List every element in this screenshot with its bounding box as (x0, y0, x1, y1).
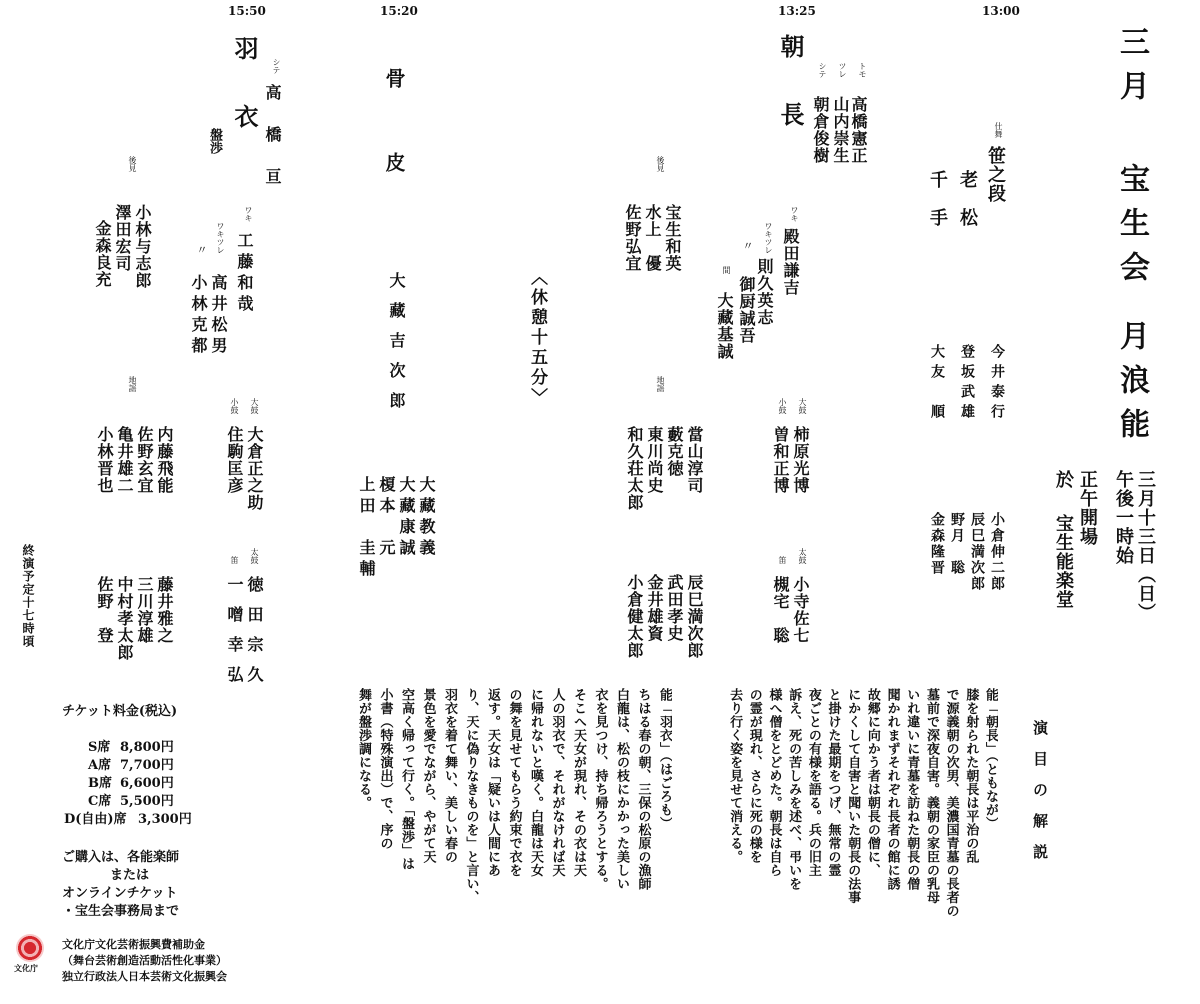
hagoromo-commentary-line: 返す。天女は「疑いは人間にあ (485, 688, 500, 877)
shimai-title-3: 千 手 (927, 170, 948, 227)
seat-price: 3,300円 (138, 812, 192, 827)
hagoromo-ji-4: 小林晋也 (95, 426, 114, 494)
asanaga-kotsuzumi-label: 小鼓 (778, 398, 787, 414)
shimai-label: 仕舞 (994, 122, 1003, 138)
intermission: 〈休憩十五分〉 (527, 268, 547, 408)
hagoromo-kotsuzumi-label: 小鼓 (230, 398, 239, 414)
asanaga-commentary-line: いれ違いに青墓を訪ねた朝長の僧 (904, 688, 920, 891)
asanaga-ji-5: 辰巳満次郎 (685, 574, 704, 659)
asanaga-commentary-line: 様へ僧をとどめた。朝長は自ら (766, 688, 782, 877)
asanaga-tomo: 高橋憲正 (849, 96, 868, 164)
seat-name: D(自由)席 (64, 812, 127, 827)
purchase-line-4: ・宝生会事務局まで (62, 904, 180, 919)
hagoromo-otsuzumi: 大倉正之助 (245, 426, 264, 511)
shimai-jiutai-c: 野月 聡 (949, 512, 965, 576)
asanaga-ji-label: 地謡 (656, 376, 665, 392)
ticket-row (88, 772, 216, 790)
hagoromo-commentary-line: に帰れないと嘆く。白龍は天女 (528, 688, 543, 877)
asanaga-shite-label: シテ (818, 62, 827, 78)
seat-name: S席 (88, 740, 111, 755)
shimai-title-2: 老 松 (957, 170, 978, 227)
honekawa-shite: 大藏吉次郎 (387, 272, 406, 422)
ticket-row (64, 808, 192, 826)
hagoromo-wakitsure-2: 小林克都 (189, 274, 208, 358)
asanaga-wakitsure-2: 御厨誠吾 (737, 276, 756, 344)
hagoromo-commentary-line: 舞が盤渉調になる。 (356, 688, 371, 810)
hagoromo-taiko: 徳田宗久 (245, 576, 264, 696)
ticket-row (88, 736, 216, 754)
asanaga-koken-3: 佐野弘宜 (623, 204, 642, 272)
hagoromo-koken-3: 金森良充 (93, 220, 112, 288)
asanaga-tsure: 山内崇生 (831, 96, 850, 164)
asanaga-commentary-line: 夜ごとの有様を語る。兵の旧主 (805, 688, 821, 877)
sponsor-line-2: （舞台芸術創造活動活性化事業） (62, 954, 227, 967)
asanaga-commentary-line: にかくして自害と聞いた朝長の法事 (845, 688, 861, 904)
start-time: 午後一時始 (1113, 470, 1134, 565)
seat-price: 5,500円 (120, 794, 174, 809)
asanaga-fue-label: 笛 (778, 556, 787, 564)
asanaga-commentary-line: 墓前で深夜自害。義朝の家臣の乳母 (923, 688, 939, 904)
asanaga-otsuzumi-label: 大鼓 (798, 398, 807, 414)
hagoromo-ji-5: 藤井雅之 (155, 576, 174, 644)
play-title-honekawa: 骨皮 (382, 68, 406, 236)
agency-logo-text: 文化庁 (14, 963, 38, 973)
commentary-asanaga (708, 688, 998, 988)
shimai-title-1: 笹之段 (985, 146, 1006, 203)
asanaga-commentary-line: 訴え、死の苦しみを述べ、弔いを (786, 688, 802, 891)
shimai-performer-3: 大友 順 (929, 344, 945, 424)
hagoromo-koken-label: 後見 (128, 156, 137, 172)
time-asanaga: 13:25 (778, 4, 816, 18)
page-title: 三月 宝生会 (1114, 26, 1149, 295)
hagoromo-commentary-line: 人の羽衣で、それがなければ天 (549, 688, 565, 877)
seat-price: 6,600円 (120, 776, 174, 791)
play-title-asanaga: 朝長 (776, 34, 805, 170)
asanaga-ji-2: 藪克徳 (665, 426, 684, 477)
doors-open: 正午開場 (1077, 470, 1098, 546)
page-subtitle: 月浪能 (1114, 320, 1149, 452)
asanaga-ai-label: 間 (722, 266, 731, 274)
hagoromo-commentary-heading: 能「羽衣」（はごろも） (657, 688, 672, 830)
hagoromo-fue-label: 笛 (230, 556, 239, 564)
asanaga-commentary-line: 去り行く姿を見せて消える。 (727, 688, 743, 864)
asanaga-fue: 槻宅 聡 (771, 576, 790, 644)
shimai-jiutai-d: 金森隆晋 (929, 512, 945, 576)
hagoromo-commentary-line: 衣を見つけ、持ち帰ろうとする。 (592, 688, 608, 891)
hagoromo-commentary-line: 小書（特殊演出）で、序の (377, 688, 393, 850)
ticket-row (88, 754, 216, 772)
ticket-heading: チケット料金(税込) (62, 704, 178, 719)
asanaga-koken-label: 後見 (656, 156, 665, 172)
honekawa-cast-1: 大藏教義 (417, 476, 436, 560)
hagoromo-commentary-line: り、天に偽りなきものを」と言い、 (463, 688, 479, 904)
hagoromo-commentary-line: 景色を愛でながら、やがて天 (420, 688, 436, 864)
asanaga-ji-6: 武田孝史 (665, 574, 684, 642)
venue: 宝生能楽堂 (1053, 514, 1074, 609)
asanaga-koken-2: 水上 優 (643, 204, 662, 272)
hagoromo-commentary-line: ちはる春の朝、三保の松原の漁師 (635, 688, 651, 891)
sponsor-line-3: 独立行政法人日本芸術文化振興会 (62, 970, 227, 983)
asanaga-ji-8: 小倉健太郎 (625, 574, 644, 659)
seat-name: B席 (88, 776, 112, 791)
agency-logo-icon (16, 934, 44, 962)
asanaga-taiko-label: 太鼓 (798, 548, 807, 564)
asanaga-commentary-line: 故郷に向かう者は朝長の僧に、 (864, 688, 880, 877)
hagoromo-fue: 一噌幸弘 (225, 576, 244, 696)
purchase-line-1: ご購入は、各能楽師 (62, 850, 180, 865)
hagoromo-kotsuzumi: 住駒匡彦 (225, 426, 244, 494)
asanaga-tomo-label: トモ (858, 62, 867, 78)
play-title-hagoromo: 羽衣 (230, 36, 259, 172)
hagoromo-ji-label: 地謡 (128, 376, 137, 392)
hagoromo-waki-label: ワキ (244, 206, 253, 222)
time-honekawa: 15:20 (380, 4, 418, 18)
asanaga-ji-3: 東川尚史 (645, 426, 664, 494)
sponsor-line-1: 文化庁文化芸術振興費補助金 (62, 938, 205, 951)
asanaga-wakitsure-1: 則久英志 (755, 258, 774, 326)
hagoromo-commentary-line: そこへ天女が現れ、その衣は天 (571, 688, 586, 877)
asanaga-commentary-line: の霊が現れ、さらに死の様を (746, 688, 762, 864)
shimai-jiutai-b: 辰巳満次郎 (969, 512, 985, 592)
asanaga-koken-1: 宝生和英 (663, 204, 682, 272)
asanaga-ji-4: 和久荘太郎 (625, 426, 644, 511)
end-time: 終演予定十七時頃 (21, 544, 35, 648)
time-shimai: 13:00 (982, 4, 1020, 18)
hagoromo-wakitsure-label: ワキツレ (216, 222, 225, 254)
commentary-heading: 演目の解説 (1031, 720, 1049, 875)
asanaga-ai: 大藏基誠 (715, 292, 734, 360)
hagoromo-waki: 工藤和哉 (235, 232, 254, 316)
seat-price: 8,800円 (120, 740, 174, 755)
shimai-performer-1: 今井泰行 (989, 344, 1005, 424)
hagoromo-commentary-line: 白龍は、松の枝にかかった美しい (614, 688, 629, 891)
seat-name: A席 (88, 758, 112, 773)
ticket-row (88, 790, 216, 808)
seat-price: 7,700円 (120, 758, 174, 773)
hagoromo-commentary-line: 羽衣を着て舞い、美しい春の (442, 688, 457, 864)
hagoromo-wakitsure-1: 高井松男 (209, 274, 228, 358)
asanaga-commentary-line: 聞かれまずそれぞれ長者の館に誘 (884, 688, 900, 891)
honekawa-cast-3: 榎本 元 (377, 476, 396, 560)
hagoromo-shite-label: シテ (272, 58, 281, 74)
asanaga-taiko: 小寺佐七 (791, 576, 810, 644)
commentary-hagoromo (336, 688, 672, 988)
hagoromo-ji-8: 佐野 登 (95, 576, 114, 644)
asanaga-waki-label: ワキ (790, 206, 799, 222)
hagoromo-ji-6: 三川淳雄 (135, 576, 154, 644)
hagoromo-taiko-label: 太鼓 (250, 548, 259, 564)
asanaga-shite: 朝倉俊樹 (811, 96, 830, 164)
asanaga-commentary-line: 膝を射られた朝長は平治の乱 (963, 688, 979, 864)
hagoromo-commentary-line: の舞を見せてもらう約束で衣を (506, 688, 522, 877)
hagoromo-otsuzumi-label: 大鼓 (250, 398, 259, 414)
hagoromo-ji-3: 亀井雄二 (115, 426, 134, 494)
honekawa-cast-4: 上田 圭輔 (357, 476, 376, 581)
hagoromo-variant: 盤渉 (207, 128, 222, 154)
asanaga-commentary-line: で源義朝の次男、美濃国青墓の長者の (943, 688, 959, 918)
shimai-jiutai-a: 小倉伸二郎 (989, 512, 1005, 592)
asanaga-waki: 殿田謙吉 (781, 228, 800, 296)
hagoromo-ji-2: 佐野玄宜 (135, 426, 154, 494)
seat-name: C席 (88, 794, 112, 809)
asanaga-commentary-line: と掛けた最期をつげ、無常の霊 (825, 688, 841, 877)
purchase-line-3: オンラインチケット (62, 886, 178, 901)
asanaga-otsuzumi: 柿原光博 (791, 426, 810, 494)
venue-prefix: 於 (1053, 470, 1074, 490)
hagoromo-ditto: 〃 (195, 244, 208, 255)
hagoromo-commentary-line: 空高く帰って行く。「盤渉」は (399, 688, 414, 871)
asanaga-ditto: 〃 (741, 240, 754, 251)
asanaga-tsure-label: ツレ (838, 62, 847, 78)
event-date: 三月十三日（日） (1135, 470, 1156, 622)
asanaga-wakitsure-label: ワキツレ (764, 222, 773, 254)
hagoromo-shite: 高橋亘 (263, 84, 282, 210)
asanaga-commentary-heading: 能「朝長」（ともなが） (983, 688, 998, 830)
hagoromo-koken-1: 小林与志郎 (133, 204, 152, 289)
asanaga-kotsuzumi: 曽和正博 (771, 426, 790, 494)
hagoromo-ji-1: 内藤飛能 (155, 426, 174, 494)
purchase-line-2: または (110, 868, 150, 883)
asanaga-ji-1: 當山淳司 (685, 426, 704, 494)
ticket-price-list (64, 736, 192, 826)
shimai-performer-2: 登坂武雄 (959, 344, 975, 424)
hagoromo-koken-2: 澤田宏司 (113, 204, 132, 272)
honekawa-cast-2: 大藏康誠 (397, 476, 416, 560)
asanaga-ji-7: 金井雄資 (645, 574, 664, 642)
hagoromo-ji-7: 中村孝太郎 (115, 576, 134, 661)
time-hagoromo: 15:50 (228, 4, 266, 18)
